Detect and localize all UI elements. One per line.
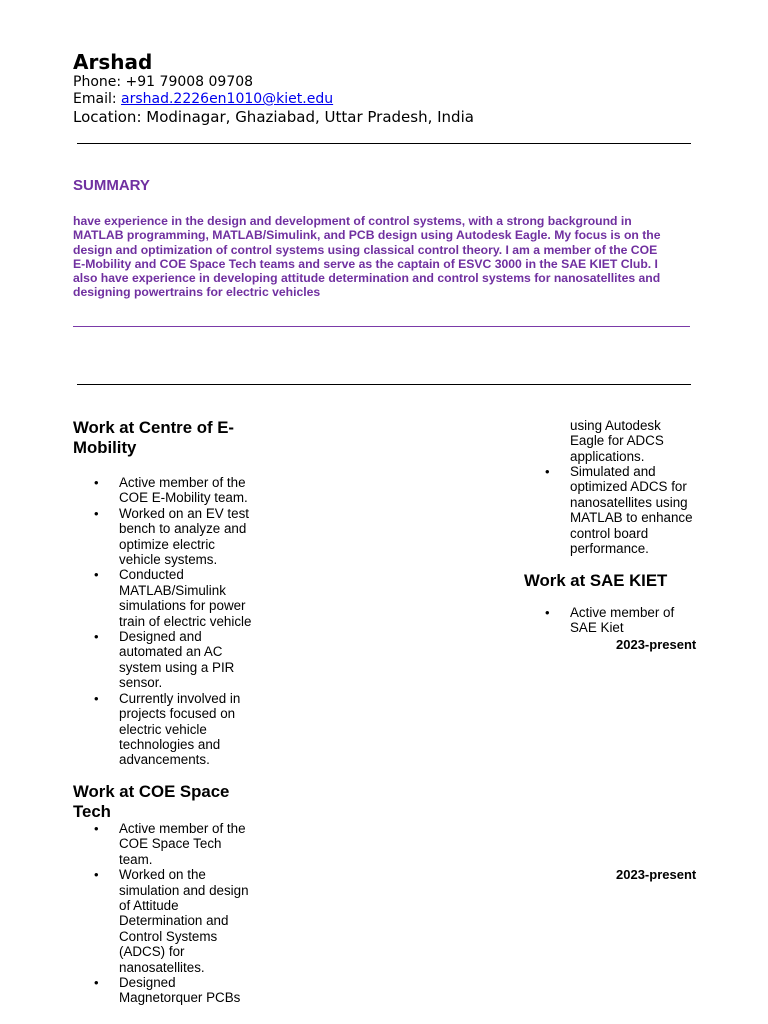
list-item: • Designed Magnetorquer PCBs (73, 975, 273, 1006)
summary-line: E-Mobility and COE Space Tech teams and serve as the captain of ESVC 3000 in the SAE KIET Club. I (73, 256, 658, 271)
list-item: • Conducted MATLAB/Simulink simulations for power train of electric vehicle (73, 567, 273, 629)
divider (77, 143, 691, 144)
list-item: • Active member of the COE E-Mobility team. (73, 475, 273, 506)
list-item: • Worked on an EV test bench to analyze and optimize electric vehicle systems. (73, 506, 273, 568)
sae-list (524, 605, 724, 636)
summary-line: designing powertrains for electric vehicles (73, 285, 321, 300)
section-title-emobility: Work at Centre of E- Mobility (73, 418, 234, 457)
list-item: • Active member of the COE Space Tech team. (73, 821, 273, 867)
list-item: • Simulated and optimized ADCS for nanosatellites using MATLAB to enhance control board performance. (524, 464, 724, 556)
summary-paragraph (73, 214, 698, 300)
spacetech-list-continued (524, 464, 724, 556)
list-item: • Designed and automated an AC system using a PIR sensor. (73, 629, 273, 691)
summary-line: MATLAB programming, MATLAB/Simulink, and PCB design using Autodesk Eagle. My focus is on the (73, 228, 661, 243)
list-item: • Worked on the simulation and design of Attitude Determination and Control Systems (ADCS) for nanosatellites. (73, 867, 273, 975)
continued-bullet-text: using Autodesk Eagle for ADCS applications. (570, 418, 664, 464)
candidate-name: Arshad (73, 50, 153, 74)
location: Location: Modinagar, Ghaziabad, Uttar Pradesh, India (73, 108, 474, 126)
email-label: Email: (73, 91, 122, 107)
list-item: • Active member of SAE Kiet (524, 605, 724, 636)
summary-line: design and optimization of control systems using classical control theory. I am a member of the COE (73, 242, 658, 257)
summary-line: also have experience in developing attitude determination and control systems for nanosatellites and (73, 271, 661, 286)
section-title-spacetech: Work at COE Space Tech (73, 782, 230, 821)
email-line (73, 91, 333, 107)
summary-heading: SUMMARY (73, 177, 150, 194)
summary-divider (73, 326, 690, 327)
phone-value: +91 79008 09708 (125, 74, 254, 90)
sae-date: 2023-present (616, 637, 697, 652)
list-item: • Currently involved in projects focused on electric vehicle technologies and advancements. (73, 691, 273, 768)
email-link[interactable]: arshad.2226en1010@kiet.edu (121, 91, 334, 107)
phone-line (73, 74, 253, 90)
summary-line: have experience in the design and development of control systems, with a strong background in (73, 214, 632, 228)
spacetech-list (73, 821, 273, 1006)
divider (77, 384, 691, 385)
phone-label: Phone: (73, 74, 126, 90)
spacetech-date: 2023-present (616, 867, 697, 882)
section-title-sae: Work at SAE KIET (524, 571, 668, 590)
emobility-list (73, 475, 273, 768)
